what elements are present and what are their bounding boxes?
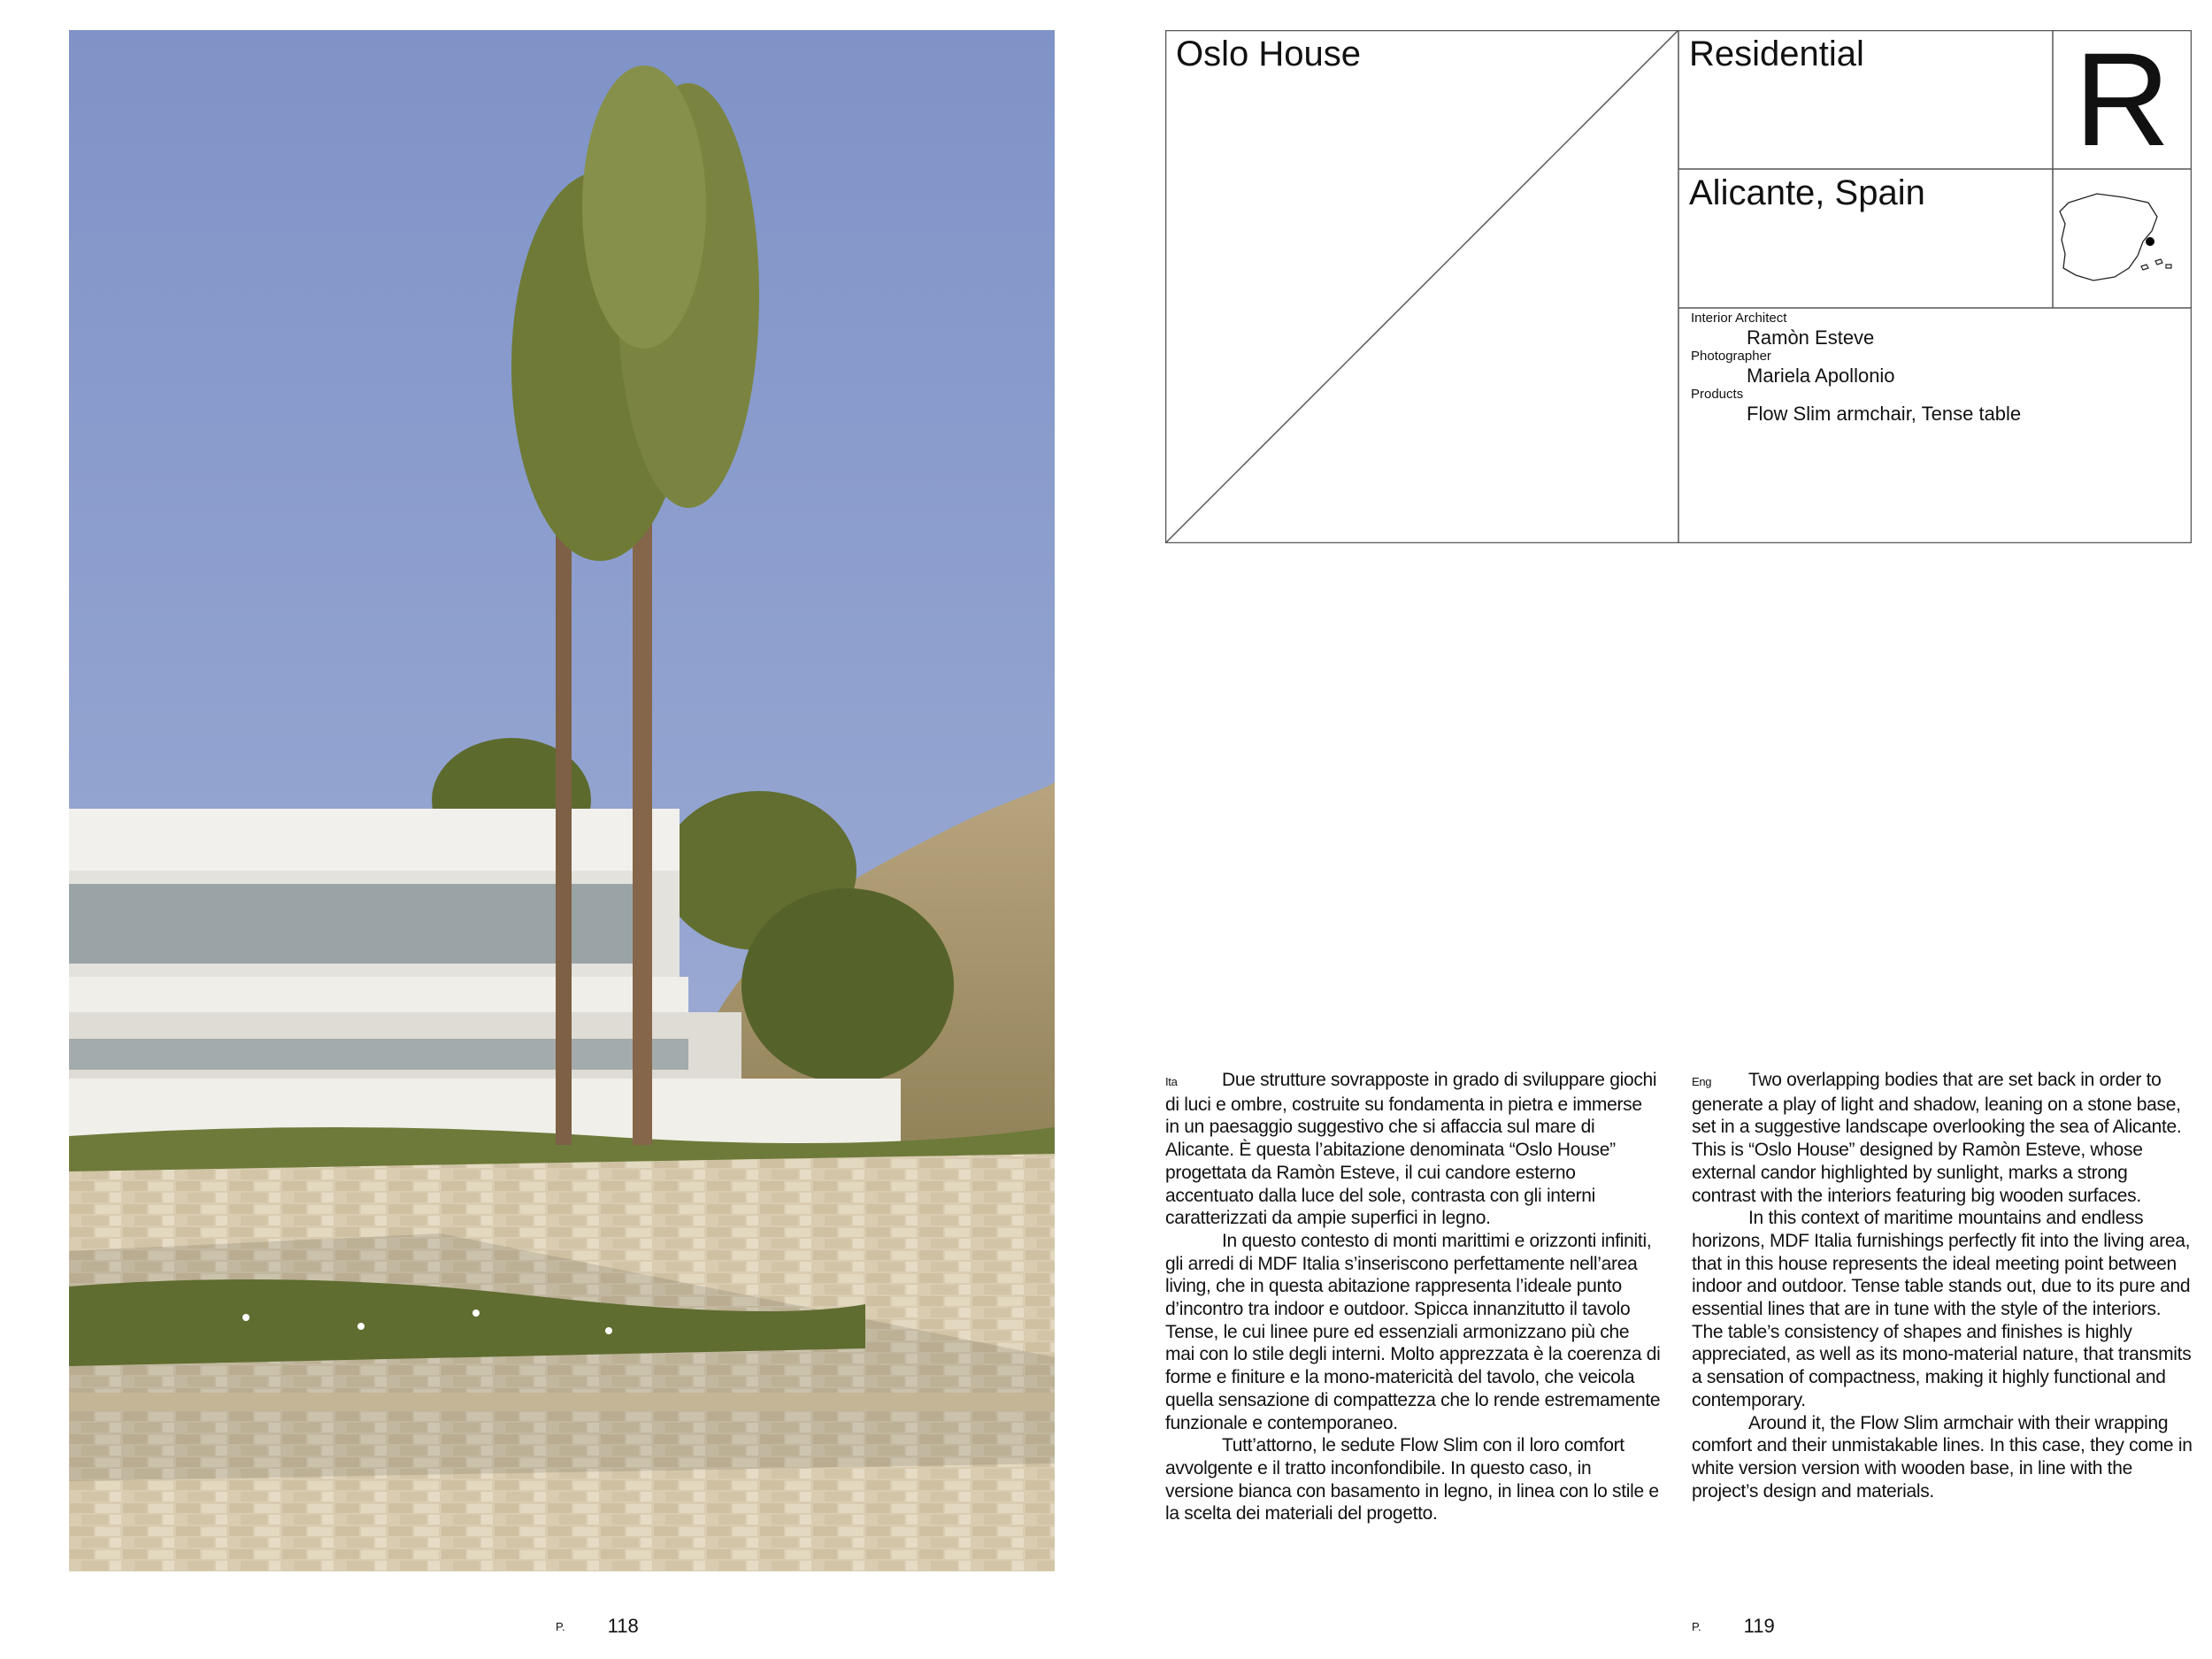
credit-value: Mariela Apollonio [1747,365,1895,387]
project-category: Residential [1689,35,1864,73]
page-number: 119 [1743,1615,1775,1638]
paragraph-text: Two overlapping bodies that are set back in order to generate a play of light and shadow, leaning on a stone base, set in a suggestive landscape overlooking the sea of Alicante. This is “Oslo House” designed by Ramòn Esteve, whose external candor highlighted by sunlight, marks a strong contrast with the interiors featuring big wooden surfaces. [1692,1070,2182,1206]
project-title: Oslo House [1176,35,1361,73]
page-prefix: P. [1692,1619,1701,1633]
credit-label: Photographer [1691,349,1771,364]
paragraph: In this context of maritime mountains and endless horizons, MDF Italia furnishings perfectly fit into the living area, that in this house represents the ideal meeting point between indoor and outdoor. Tense table stands out, due to its pure and essential lines that are in tune with the style of the interiors. The table’s consistency of shapes and finishes is highly appreciated, as well as its mono-material nature, that transmits a sensation of compactness, making it highly functional and contemporary. [1692,1208,2192,1410]
language-tag: Ita [1165,1075,1178,1088]
project-info-box [1165,25,2192,543]
house-photo [69,30,1055,1571]
info-box-grid [1165,25,2192,543]
project-credits [1691,311,2021,426]
paragraph [1692,1069,2196,1207]
category-letter: R [2074,25,2170,173]
credit-value: Ramòn Esteve [1747,326,1875,349]
page-number-right [1692,1616,1775,1636]
italian-text-column [1165,1069,1661,1525]
spain-map-icon [2053,169,2192,308]
paragraph: Around it, the Flow Slim armchair with their wrapping comfort and their unmistakable lines. In this case, they come in white version version with wooden base, in line with the project’s design and materials. [1692,1412,2193,1502]
page-number-left [556,1616,639,1636]
credit-value: Flow Slim armchair, Tense table [1747,403,2022,425]
paragraph: Tutt’attorno, le sedute Flow Slim con il loro comfort avvolgente e il tratto inconfondibile. In questo caso, in versione bianca con basamento in legno, in linea con lo stile e la scelta dei materiali del progetto. [1165,1435,1659,1525]
credit-label: Products [1691,387,1744,402]
language-tag: Eng [1692,1075,1712,1088]
paragraph-text: Due strutture sovrapposte in grado di sviluppare giochi di luci e ombre, costruite su fondamenta in pietra e immerse in un paesaggio suggestivo che si affaccia sul mare di Alicante. È questa l’abitazione denominata “Oslo House” progettata da Ramòn Esteve, il cui candore esterno accentuato dalla luce del sole, contrasta con gli interni caratterizzati da ampie superfici in legno. [1165,1070,1657,1229]
credit-label: Interior Architect [1691,311,1787,326]
page-prefix: P. [556,1619,565,1633]
paragraph: In questo contesto di monti marittimi e orizzonti infiniti, gli arredi di MDF Italia s’inseriscono perfettamente nell’area living, che in questa abitazione rappresenta l’ideale punto d’incontro tra indoor e outdoor. Spicca innanzitutto il tavolo Tense, le cui linee pure ed essenziali armonizzano più che mai con lo stile degli interni. Molto apprezzata è la coerenza di forme e finiture e la mono-matericità del tavolo, che veicola quella sensazione di compattezza che lo rende estremamente funzionale e contemporaneo. [1165,1230,1661,1433]
paragraph [1165,1069,1661,1230]
project-location: Alicante, Spain [1689,173,1925,212]
english-text-column [1692,1069,2196,1502]
page-number: 118 [607,1615,639,1638]
